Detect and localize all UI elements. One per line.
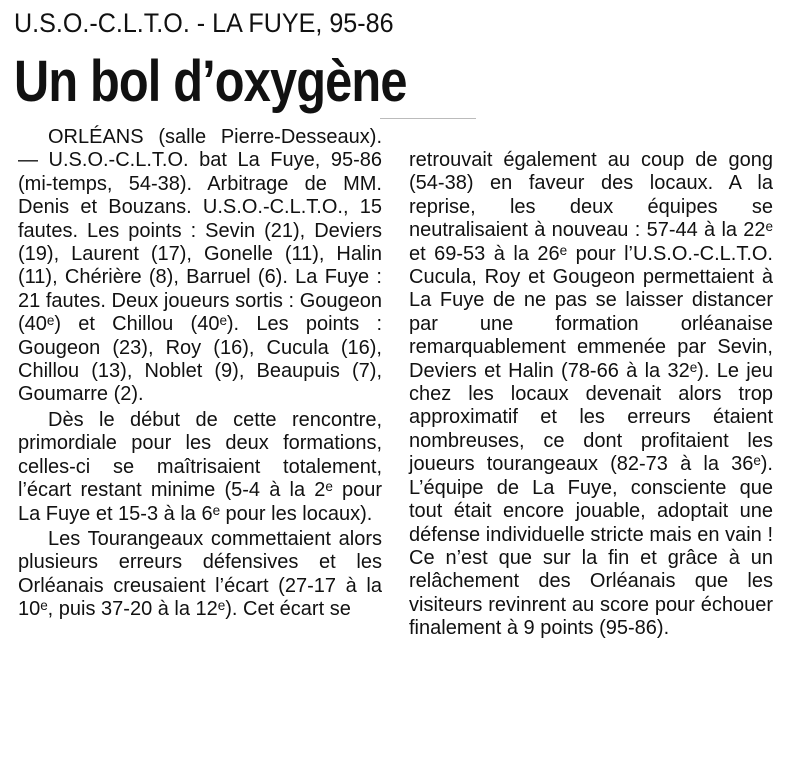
article-headline: Un bol d’oxygène xyxy=(14,49,407,114)
paragraph-opening: Dès le début de cette rencontre, primordiale pour les deux formations, celles-ci se maîtrisaient totalement, l’écart restant minime (5-4 à la 2ᵉ pour La Fuye et 15-3 à la 6ᵉ pour les locaux). xyxy=(18,408,382,525)
paragraph-second-half: retrouvait également au coup de gong (54-38) en faveur des locaux. A la reprise, les deux équipes se neutralisaient à nouveau : 57-44 à la 22ᵉ et 69-53 à la 26ᵉ pour l’U.S.O.-C.L.T.O. Cucula, Roy et Gougeon permettaient à La Fuye de ne pas se laisser distancer par une formation orléanaise remarquablement emmenée par Sevin, Deviers et Halin (78-66 à la 32ᵉ). Le jeu chez les locaux devenait alors trop approximatif et les erreurs étaient nombreuses, ce dont profitaient les joueurs tourangeaux (82-73 à la 36ᵉ). L’équipe de La Fuye, consciente que tout était encore jouable, adoptait une défense individuelle stricte mais en vain ! Ce n’est que sur la fin et grâce à un relâchement des Orléanais que les visiteurs revinrent au score pour échouer finalement à 9 points (95-86). xyxy=(409,149,773,640)
article-kicker: U.S.O.-C.L.T.O. - LA FUYE, 95-86 xyxy=(14,8,394,38)
paragraph-first-half: Les Tourangeaux commettaient alors plusieurs erreurs défensives et les Orléanais creusaient l’écart (27-17 à la 10ᵉ, puis 37-20 à la 12ᵉ). Cet écart se xyxy=(18,527,382,621)
article-column-1 xyxy=(18,126,382,622)
article-column-2 xyxy=(409,149,773,641)
paragraph-match-summary: ORLÉANS (salle Pierre-Desseaux). — U.S.O.-C.L.T.O. bat La Fuye, 95-86 (mi-temps, 54-38). Arbitrage de MM. Denis et Bouzans. U.S.O.-C.L.T.O., 15 fautes. Les points : Sevin (21), Deviers (19), Laurent (17), Gonelle (11), Halin (11), Chérière (8), Barruel (6). La Fuye : 21 fautes. Deux joueurs sortis : Gougeon (40ᵉ) et Chillou (40ᵉ). Les points : Gougeon (23), Roy (16), Cucula (16), Chillou (13), Noblet (9), Beaupuis (7), Goumarre (2). xyxy=(18,126,382,406)
divider xyxy=(380,118,476,119)
